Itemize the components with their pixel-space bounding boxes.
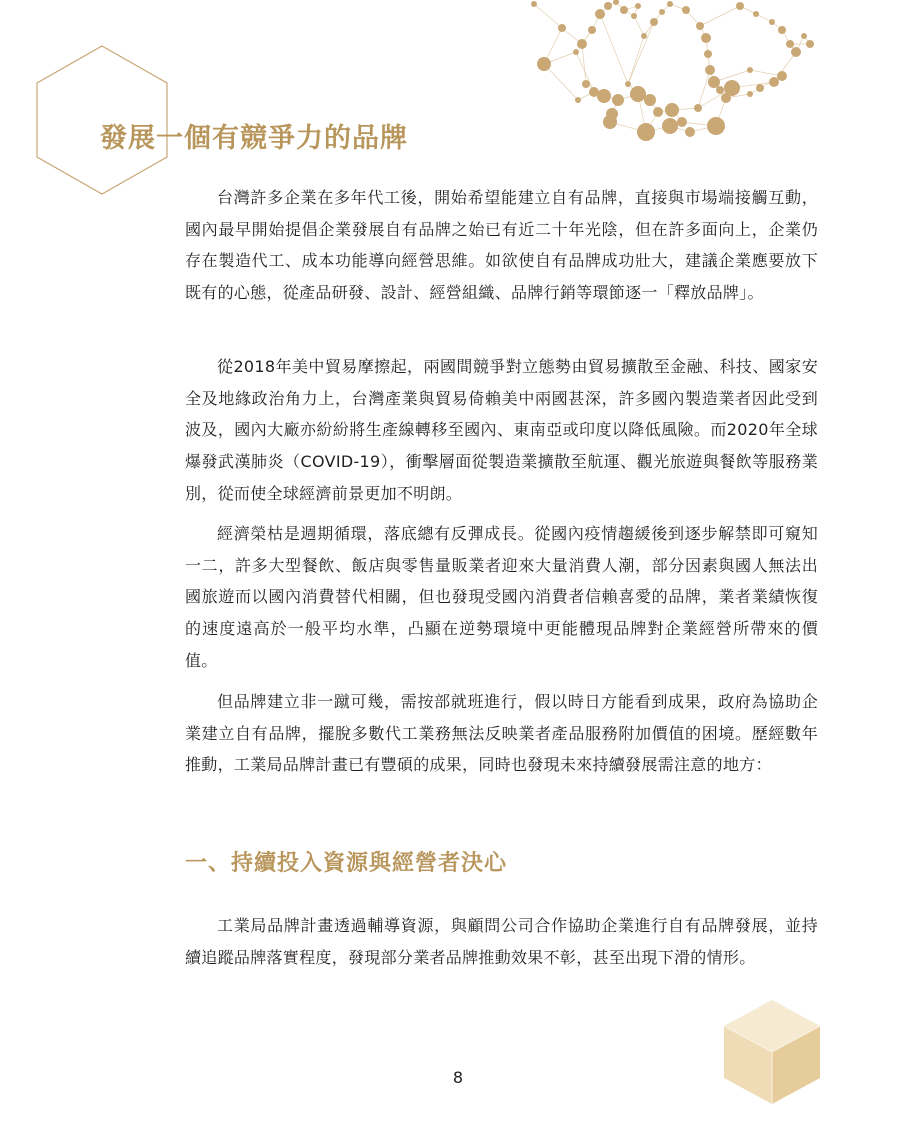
network-node — [667, 1, 673, 7]
network-node — [577, 39, 587, 49]
network-node — [801, 33, 807, 39]
body-paragraph-3: 經濟榮枯是週期循環，落底總有反彈成長。從國內疫情趨緩後到逐步解禁即可窺知一二，許多大型餐飲、飯店與零售量販業者迎來大量消費人潮，部分因素與國人無法出國旅遊而以國內消費替代相關，但也發現受國內消費者信賴喜愛的品牌，業者業績恢復的速度遠高於一般平均水準，凸顯在逆勢環境中更能體現品牌對企業經營所帶來的價值。 — [185, 524, 818, 670]
network-link — [628, 22, 654, 84]
network-node — [716, 86, 724, 94]
page-title: 發展一個有競爭力的品牌 — [100, 123, 408, 154]
network-node — [604, 2, 612, 10]
network-node — [637, 123, 655, 141]
network-link — [628, 36, 644, 84]
network-node — [631, 13, 637, 19]
network-link — [544, 64, 578, 100]
body-paragraph-5: 工業局品牌計畫透過輔導資源，與顧問公司合作協助企業進行自有品牌發展，並持續追蹤品牌落實程度，發現部分業者品牌推動效果不彰，甚至出現下滑的情形。 — [185, 916, 818, 967]
network-node — [603, 115, 617, 129]
network-node — [662, 118, 678, 134]
network-node — [685, 127, 695, 137]
network-link — [534, 4, 562, 28]
network-node — [747, 91, 753, 97]
network-node — [707, 117, 725, 135]
network-node — [653, 107, 663, 117]
network-node — [612, 94, 624, 106]
network-node — [791, 47, 801, 57]
network-link — [600, 14, 628, 84]
network-node — [721, 93, 731, 103]
network-node — [736, 2, 744, 10]
network-node — [597, 89, 611, 103]
network-node — [665, 103, 679, 117]
network-node — [786, 40, 794, 48]
network-node — [694, 104, 702, 112]
network-link — [700, 6, 740, 26]
network-node — [595, 9, 605, 19]
body-paragraph-2: 從2018年美中貿易摩擦起，兩國間競爭對立態勢由貿易擴散至金融、科技、國家安全及地緣政治角力上，台灣產業與貿易倚賴美中兩國甚深，許多國內製造業者因此受到波及，國內大廠亦紛紛將生產線轉移至國內、東南亞或印度以降低風險。而2020年全球爆發武漢肺炎（COVID-19），衝擊層面從製造業擴散至航運、觀光旅遊與餐飲等服務業別，從而使全球經濟前景更加不明朗。 — [185, 357, 818, 503]
network-node — [806, 40, 814, 48]
network-node — [558, 24, 566, 32]
network-node — [582, 80, 590, 88]
body-paragraph-4: 但品牌建立非一蹴可幾，需按部就班進行，假以時日方能看到成果，政府為協助企業建立自有品牌，擺脫多數代工業務無法反映業者產品服務附加價值的困境。歷經數年推動，工業局品牌計畫已有豐碩的成果，同時也發現未來持續發展需注意的地方： — [185, 692, 818, 775]
network-link — [582, 44, 586, 84]
network-node — [644, 94, 656, 106]
network-node — [769, 77, 779, 87]
network-link — [634, 16, 644, 36]
network-node — [705, 65, 715, 75]
network-node — [531, 1, 537, 7]
section-heading: 一、持續投入資源與經營者決心 — [185, 851, 508, 876]
network-node — [537, 57, 551, 71]
network-node — [650, 18, 658, 26]
network-node — [769, 19, 775, 25]
network-node — [756, 84, 764, 92]
network-node — [701, 33, 711, 43]
network-node — [747, 67, 753, 73]
network-node — [704, 50, 712, 58]
network-node — [620, 6, 628, 14]
network-node — [696, 22, 704, 30]
network-node — [659, 9, 665, 15]
network-node — [573, 49, 579, 55]
network-node — [708, 76, 720, 88]
body-paragraph-1: 台灣許多企業在多年代工後，開始希望能建立自有品牌，直接與市場端接觸互動，國內最早開始提倡企業發展自有品牌之始已有近二十年光陰，但在許多面向上，企業仍存在製造代工、成本功能導向經營思維。如欲使自有品牌成功壯大，建議企業應要放下既有的心態，從產品研發、設計、經營組織、品牌行銷等環節逐一「釋放品牌」。 — [185, 188, 818, 303]
network-node — [682, 6, 690, 14]
network-node — [677, 117, 687, 127]
network-node — [641, 33, 647, 39]
network-node — [588, 26, 596, 34]
network-node — [635, 3, 641, 9]
network-node — [778, 26, 786, 34]
network-graphic — [520, 0, 820, 145]
network-node — [625, 81, 631, 87]
network-node — [630, 86, 646, 102]
page-number: 8 — [452, 1068, 464, 1087]
network-node — [575, 97, 581, 103]
network-node — [753, 11, 759, 17]
network-node — [777, 71, 787, 81]
cube-decoration-icon — [724, 1000, 820, 1104]
